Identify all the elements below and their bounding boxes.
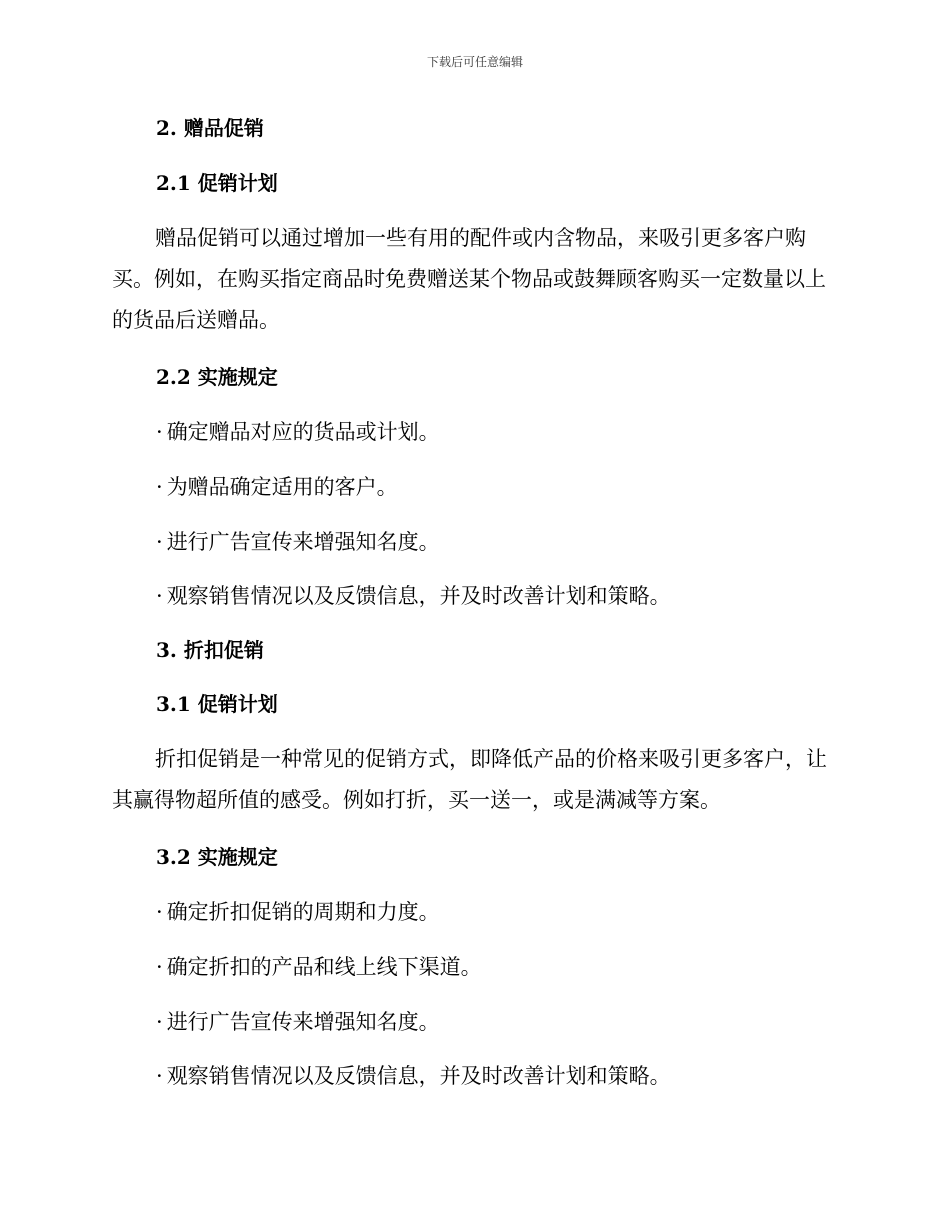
subsection-heading-plan: 3.1 促销计划 bbox=[156, 692, 278, 716]
bullet-icon: · bbox=[156, 475, 163, 499]
list-item bbox=[156, 952, 482, 982]
plan-paragraph: 赠品促销可以通过增加一些有用的配件或内含物品，来吸引更多客户购买。例如，在购买指定商品时免费赠送某个物品或鼓舞顾客购买一定数量以上的货品后送赠品。 bbox=[112, 226, 826, 332]
list-item bbox=[156, 417, 440, 447]
list-item-text: 观察销售情况以及反馈信息，并及时改善计划和策略。 bbox=[166, 584, 671, 608]
list-item-text: 进行广告宣传来增强知名度。 bbox=[166, 530, 440, 554]
list-item bbox=[156, 472, 398, 502]
section-title: 2. 赠品促销 bbox=[156, 116, 264, 140]
bullet-icon: · bbox=[156, 1010, 163, 1034]
list-item-text: 观察销售情况以及反馈信息，并及时改善计划和策略。 bbox=[166, 1064, 671, 1088]
list-item-text: 为赠品确定适用的客户。 bbox=[166, 475, 398, 499]
bullet-icon: · bbox=[156, 530, 163, 554]
section-title: 3. 折扣促销 bbox=[156, 638, 264, 662]
bullet-icon: · bbox=[156, 955, 163, 979]
list-item bbox=[156, 1061, 671, 1091]
bullet-icon: · bbox=[156, 1064, 163, 1088]
list-item-text: 确定折扣的产品和线上线下渠道。 bbox=[166, 955, 482, 979]
bullet-icon: · bbox=[156, 900, 163, 924]
list-item-text: 确定折扣促销的周期和力度。 bbox=[166, 900, 440, 924]
subsection-heading-rules: 3.2 实施规定 bbox=[156, 845, 278, 869]
list-item bbox=[156, 1007, 440, 1037]
subsection-heading-plan: 2.1 促销计划 bbox=[156, 171, 278, 195]
list-item bbox=[156, 527, 440, 557]
bullet-icon: · bbox=[156, 584, 163, 608]
subsection-heading-rules: 2.2 实施规定 bbox=[156, 365, 278, 389]
list-item bbox=[156, 581, 671, 611]
page-header-note: 下载后可任意编辑 bbox=[426, 55, 523, 69]
plan-paragraph: 折扣促销是一种常见的促销方式，即降低产品的价格来吸引更多客户，让其赢得物超所值的感受。例如打折，买一送一，或是满减等方案。 bbox=[112, 747, 827, 812]
list-item-text: 确定赠品对应的货品或计划。 bbox=[166, 420, 440, 444]
list-item bbox=[156, 897, 440, 927]
list-item-text: 进行广告宣传来增强知名度。 bbox=[166, 1010, 440, 1034]
bullet-icon: · bbox=[156, 420, 163, 444]
